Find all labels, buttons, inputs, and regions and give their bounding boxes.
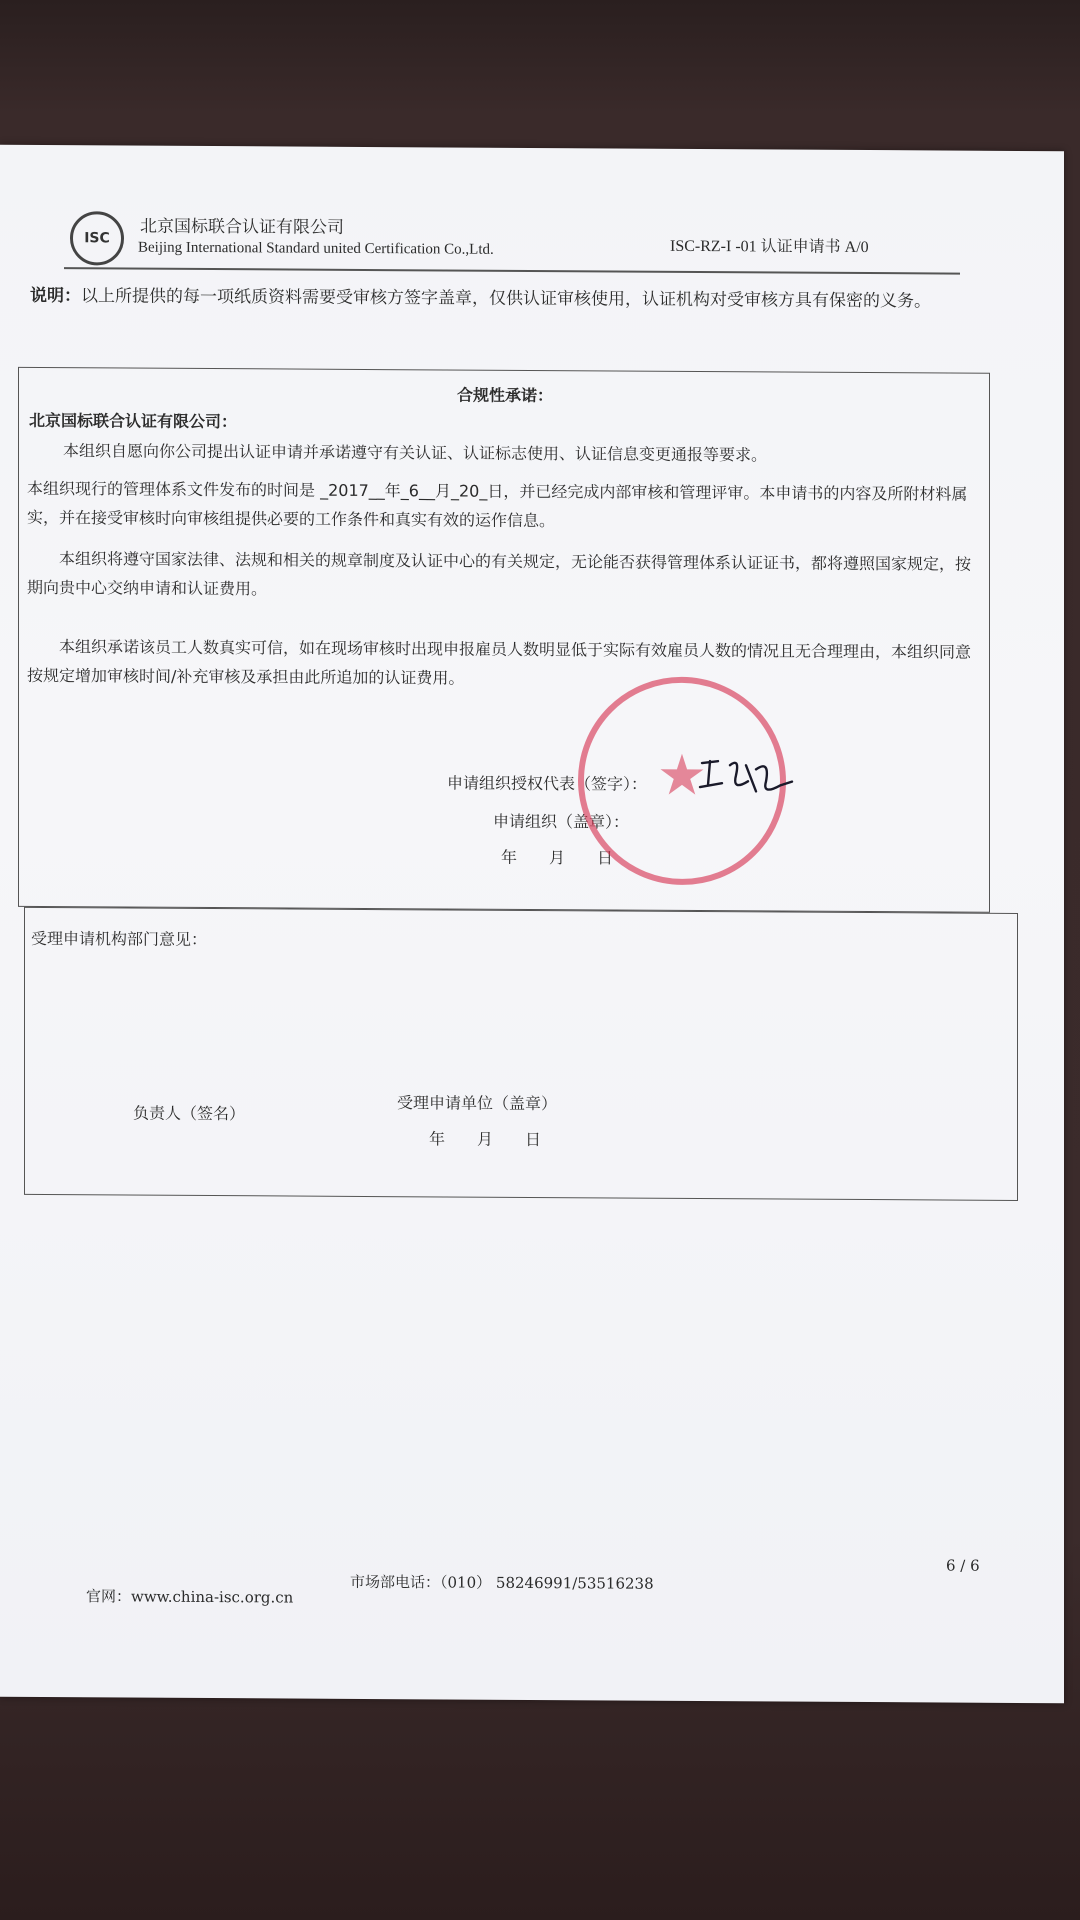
company-name-cn: 北京国标联合认证有限公司 [140,216,344,238]
isc-logo [70,211,124,265]
logo-text: ISC [84,230,110,247]
note-text: 以上所提供的每一项纸质资料需要受审核方签字盖章，仅供认证审核使用，认证机构对受审核方具有保密的义务。 [81,286,931,312]
acceptance-date: 年 月 日 [429,1129,542,1150]
commitment-box [18,367,990,913]
commitment-addressee: 北京国标联合认证有限公司： [29,410,238,432]
accepting-unit-seal-label: 受理申请单位（盖章） [397,1093,558,1114]
commitment-p1: 本组织自愿向你公司提出认证申请并承诺遵守有关认证、认证标志使用、认证信息变更通报等要求。 [63,441,768,465]
note-label: 说明： [30,285,81,307]
seal-star-icon: ★ [656,743,708,809]
acceptance-title: 受理申请机构部门意见： [31,928,208,950]
commitment-p4: 本组织承诺该员工人数真实可信，如在现场审核时出现申报雇员人数明显低于实际有效雇员人数的情况且无合理理由，本组织同意按规定增加审核时间/补充审核及承担由此所追加的认证费用。 [27,637,972,688]
commitment-p2: 本组织现行的管理体系文件发布的时间是 _2017__年_6__月_20_日，并已经完成内部审核和管理评审。本申请书的内容及所附材料属实，并在接受审核时向审核组提供必要的工作条件和真实有效的运作信息。 [27,478,968,531]
note-paragraph [30,281,1010,317]
company-name-en: Beijing International Standard united Certification Co.,Ltd. [138,239,494,258]
footer-website: 官网：www.china-isc.org.cn [86,1587,294,1607]
header-divider [64,267,960,274]
document-page [0,145,1064,1703]
commitment-title: 合规性承诺： [457,385,554,406]
representative-signature-label: 申请组织授权代表（签字）： [447,773,648,794]
page-number: 6 / 6 [946,1556,980,1575]
acceptance-box [24,907,1018,1201]
organization-seal-label: 申请组织（盖章）： [493,811,630,832]
footer-phone: 市场部电话：（010） 58246991/53516238 [350,1572,654,1593]
handwritten-signature [696,751,796,800]
responsible-signature-label: 负责人（签名） [133,1103,246,1124]
commitment-date: 年 月 日 [501,847,614,868]
form-code: ISC-RZ-I -01 认证申请书 A/0 [670,237,869,257]
commitment-p3: 本组织将遵守国家法律、法规和相关的规章制度及认证中心的有关规定，无论能否获得管理体系认证证书，都将遵照国家规定，按期向贵中心交纳申请和认证费用。 [27,549,972,599]
